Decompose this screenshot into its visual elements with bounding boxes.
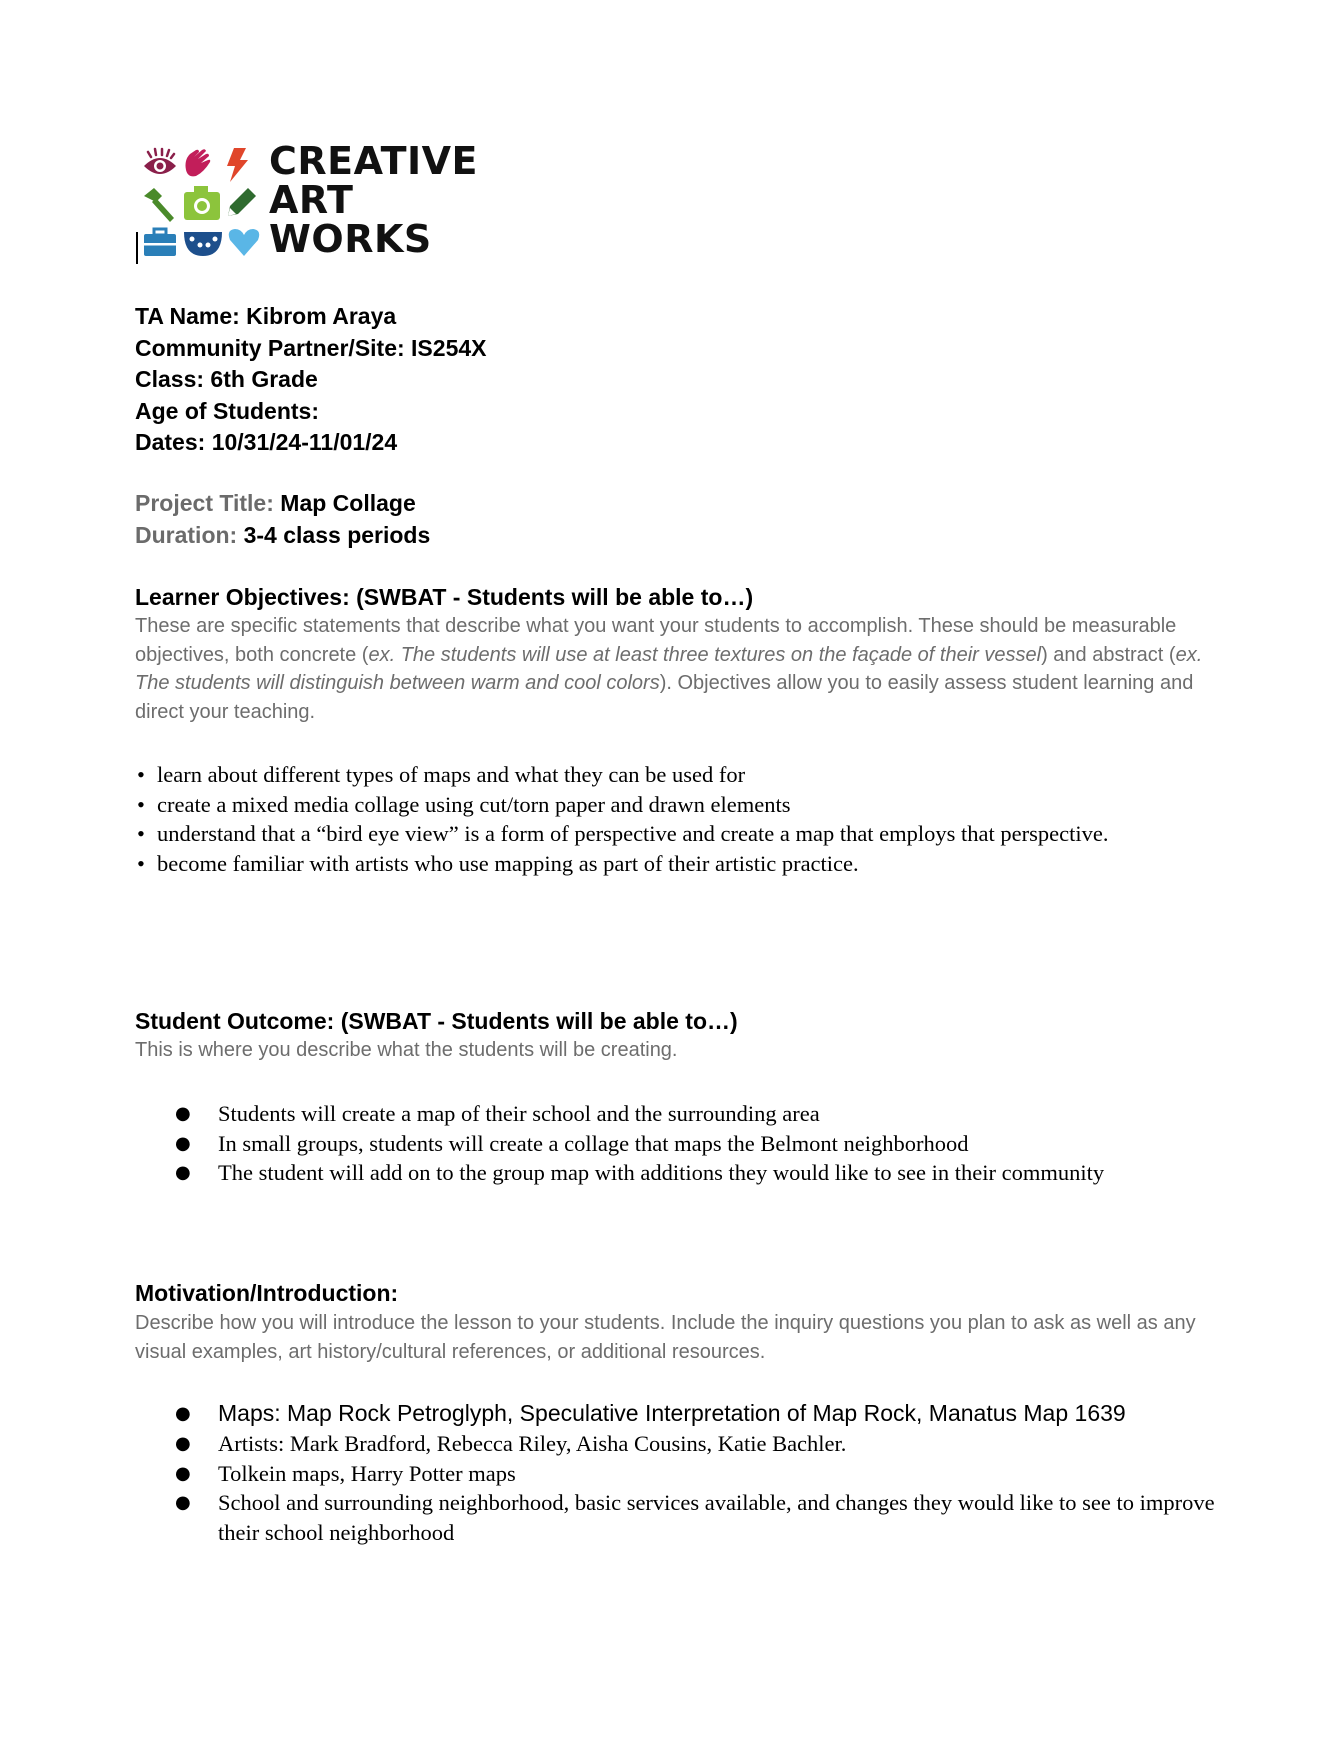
bullet: ●	[175, 1132, 191, 1154]
list-item-text: learn about different types of maps and what they can be used for	[157, 762, 746, 787]
list-item-text: become familiar with artists who use mapping as part of their artistic practice.	[157, 850, 859, 876]
list-item	[175, 1099, 1215, 1129]
project-title-row	[135, 488, 430, 520]
project-info	[135, 488, 430, 551]
bullet: ●	[175, 1462, 191, 1484]
project-title-label: Project Title:	[135, 490, 274, 516]
age-of-students: Age of Students:	[135, 397, 319, 424]
outcome-description: This is where you describe what the students will be creating.	[135, 1039, 678, 1061]
camera-icon	[184, 186, 220, 220]
objectives-description	[135, 612, 1215, 726]
palette-icon	[184, 232, 222, 256]
list-item-text: Artists: Mark Bradford, Rebecca Riley, Aisha Cousins, Katie Bachler.	[218, 1431, 847, 1456]
project-title-value: Map Collage	[273, 490, 416, 516]
bullet: •	[137, 791, 145, 817]
list-item	[175, 1129, 1215, 1159]
bullet: •	[137, 762, 145, 787]
hammer-icon	[144, 188, 174, 222]
duration-label: Duration:	[135, 521, 238, 548]
list-item-text: The student will add on to the group map with additions they would like to see in their community	[218, 1160, 1105, 1185]
list-item	[135, 760, 1215, 790]
list-item	[135, 790, 1215, 820]
motivation-description: Describe how you will introduce the lesson to your students. Include the inquiry questions you plan to ask as well as any visual examples, art history/cultural references, or additional resources.	[135, 1312, 1196, 1363]
logo-line-3: WORKS	[269, 217, 432, 261]
list-item-text: Tolkein maps, Harry Potter maps	[218, 1460, 516, 1486]
lesson-info	[135, 301, 487, 459]
pencil-icon	[228, 188, 256, 216]
list-item-text: create a mixed media collage using cut/torn paper and drawn elements	[157, 791, 791, 817]
heart-icon	[229, 229, 259, 256]
list-item	[175, 1459, 1215, 1489]
hand-icon	[186, 149, 211, 176]
logo-wordmark	[269, 139, 478, 261]
bullet: •	[137, 850, 145, 876]
objectives-desc-example: ex. The students will distinguish between warm and cool colors	[135, 643, 1203, 694]
list-item-text: Maps: Map Rock Petroglyph, Speculative Interpretation of Map Rock, Manatus Map 1639	[218, 1400, 1126, 1426]
list-item	[175, 1398, 1215, 1429]
objectives-list	[135, 760, 1215, 878]
bullet: ●	[175, 1492, 191, 1513]
bullet: •	[137, 821, 145, 846]
dates: Dates: 10/31/24-11/01/24	[135, 429, 398, 455]
creative-art-works-logo	[134, 140, 494, 270]
text-cursor	[136, 232, 138, 264]
eye-icon	[144, 149, 176, 174]
bullet: ●	[175, 1162, 191, 1183]
objectives-desc-part: These are specific statements that describe what you want your students to accomplish. These should be measurable objectives, both concrete (	[135, 615, 1177, 666]
motivation-heading: Motivation/Introduction:	[135, 1280, 399, 1306]
logo-icon-grid	[142, 146, 260, 258]
duration-value: 3-4 class periods	[237, 521, 431, 548]
objectives-desc-part: ). Objectives allow you to easily assess student learning and direct your teaching.	[135, 672, 1194, 723]
list-item-text: Students will create a map of their school and the surrounding area	[218, 1101, 820, 1126]
list-item	[135, 849, 1215, 879]
duration-row	[135, 520, 430, 552]
objectives-desc-example: ex. The students will use at least three textures on the façade of their vessel	[368, 643, 1042, 666]
list-item-text: In small groups, students will create a collage that maps the Belmont neighborhood	[218, 1130, 969, 1156]
outcome-list	[175, 1099, 1215, 1188]
outcome-heading: Student Outcome: (SWBAT - Students will be able to…)	[135, 1008, 738, 1034]
community-site: Community Partner/Site: IS254X	[135, 334, 487, 361]
objectives-heading: Learner Objectives: (SWBAT - Students will be able to…)	[135, 584, 754, 610]
lightning-icon	[227, 148, 248, 182]
list-item-text: School and surrounding neighborhood, basic services available, and changes they would like to see to improve their school neighborhood	[218, 1490, 1215, 1545]
list-item	[175, 1488, 1215, 1547]
bullet: ●	[175, 1403, 191, 1424]
logo-line-2: ART	[269, 178, 354, 222]
list-item	[175, 1158, 1215, 1188]
list-item	[135, 819, 1215, 849]
bullet: ●	[175, 1433, 191, 1454]
bullet: ●	[175, 1103, 191, 1124]
logo-line-1: CREATIVE	[269, 139, 478, 183]
class-grade: Class: 6th Grade	[135, 366, 318, 392]
objectives-desc-part: ) and abstract (	[1041, 643, 1176, 666]
list-item	[175, 1429, 1215, 1459]
list-item-text: understand that a “bird eye view” is a form of perspective and create a map that employs that perspective.	[157, 821, 1109, 846]
ta-name: TA Name: Kibrom Araya	[135, 303, 397, 329]
briefcase-icon	[144, 229, 176, 256]
motivation-list	[175, 1398, 1215, 1547]
